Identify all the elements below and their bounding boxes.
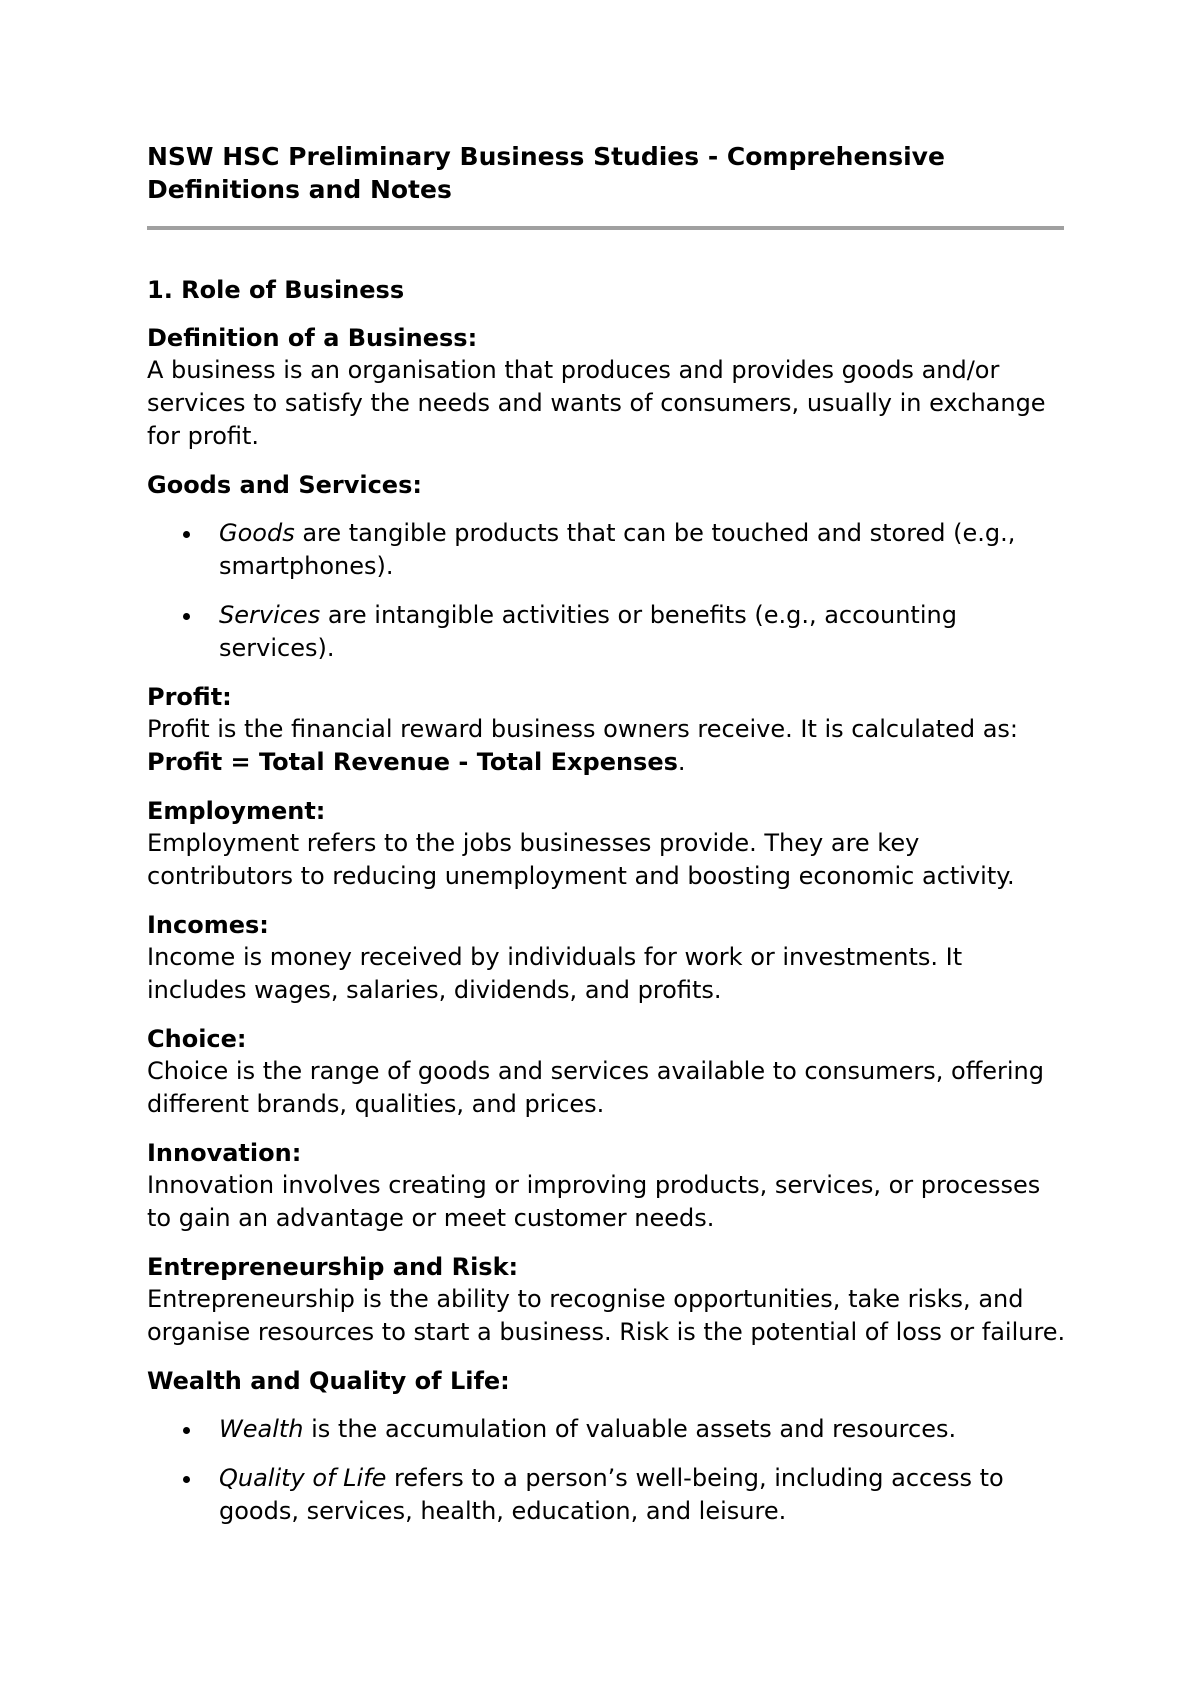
wealth-lead: Wealth (219, 1415, 304, 1443)
title-divider (147, 226, 1064, 230)
entrepreneurship-block (147, 1251, 1067, 1349)
innovation-term: Innovation: (147, 1139, 302, 1167)
goods-services-list (147, 517, 1067, 665)
list-item (147, 599, 1067, 665)
profit-formula-end: . (677, 748, 686, 776)
employment-term: Employment: (147, 797, 326, 825)
goods-services-term: Goods and Services: (147, 471, 422, 499)
profit-term: Profit: (147, 683, 232, 711)
wealth-text: is the accumulation of valuable assets and resources. (303, 1415, 957, 1443)
quality-of-life-text: refers to a person’s well-being, including access to goods, services, health, education, and leisure. (219, 1464, 1004, 1525)
services-text: are intangible activities or benefits (e.g., accounting services). (219, 601, 957, 662)
quality-of-life-lead: Quality of Life (219, 1464, 387, 1492)
document-page (147, 140, 1067, 1544)
wealth-term: Wealth and Quality of Life: (147, 1367, 510, 1395)
entrepreneurship-term: Entrepreneurship and Risk: (147, 1253, 519, 1281)
profit-text: Profit is the financial reward business owners receive. It is calculated as: (147, 715, 1018, 743)
goods-services-block (147, 469, 1067, 665)
choice-block (147, 1023, 1067, 1121)
entrepreneurship-text: Entrepreneurship is the ability to recognise opportunities, take risks, and organise resources to start a business. Risk is the potential of loss or failure. (147, 1285, 1066, 1346)
innovation-text: Innovation involves creating or improving products, services, or processes to gain an advantage or meet customer needs. (147, 1171, 1041, 1232)
list-item (147, 1413, 1067, 1446)
goods-lead: Goods (219, 519, 295, 547)
wealth-block (147, 1365, 1067, 1528)
section-heading: 1. Role of Business (147, 276, 405, 304)
wealth-list (147, 1413, 1067, 1528)
incomes-block (147, 909, 1067, 1007)
goods-text: are tangible products that can be touched and stored (e.g., smartphones). (219, 519, 1016, 580)
incomes-term: Incomes: (147, 911, 269, 939)
bullet-icon (183, 613, 190, 620)
choice-text: Choice is the range of goods and services available to consumers, offering different brands, qualities, and prices. (147, 1057, 1044, 1118)
profit-formula-line (147, 746, 1067, 779)
profit-block (147, 681, 1067, 779)
incomes-text: Income is money received by individuals for work or investments. It includes wages, salaries, dividends, and profits. (147, 943, 963, 1004)
profit-formula: Profit = Total Revenue - Total Expenses (147, 748, 678, 776)
definition-business-block (147, 322, 1067, 453)
definition-business-term: Definition of a Business: (147, 324, 478, 352)
list-item (147, 517, 1067, 583)
bullet-icon (183, 1476, 190, 1483)
definition-business-text: A business is an organisation that produces and provides goods and/or services to satisfy the needs and wants of consumers, usually in exchange for profit. (147, 356, 1046, 450)
employment-block (147, 795, 1067, 893)
innovation-block (147, 1137, 1067, 1235)
bullet-icon (183, 531, 190, 538)
services-lead: Services (219, 601, 321, 629)
employment-text: Employment refers to the jobs businesses provide. They are key contributors to reducing unemployment and boosting economic activity. (147, 829, 1015, 890)
list-item (147, 1462, 1067, 1528)
bullet-icon (183, 1427, 190, 1434)
document-title: NSW HSC Preliminary Business Studies - Comprehensive Definitions and Notes (147, 142, 945, 204)
choice-term: Choice: (147, 1025, 247, 1053)
